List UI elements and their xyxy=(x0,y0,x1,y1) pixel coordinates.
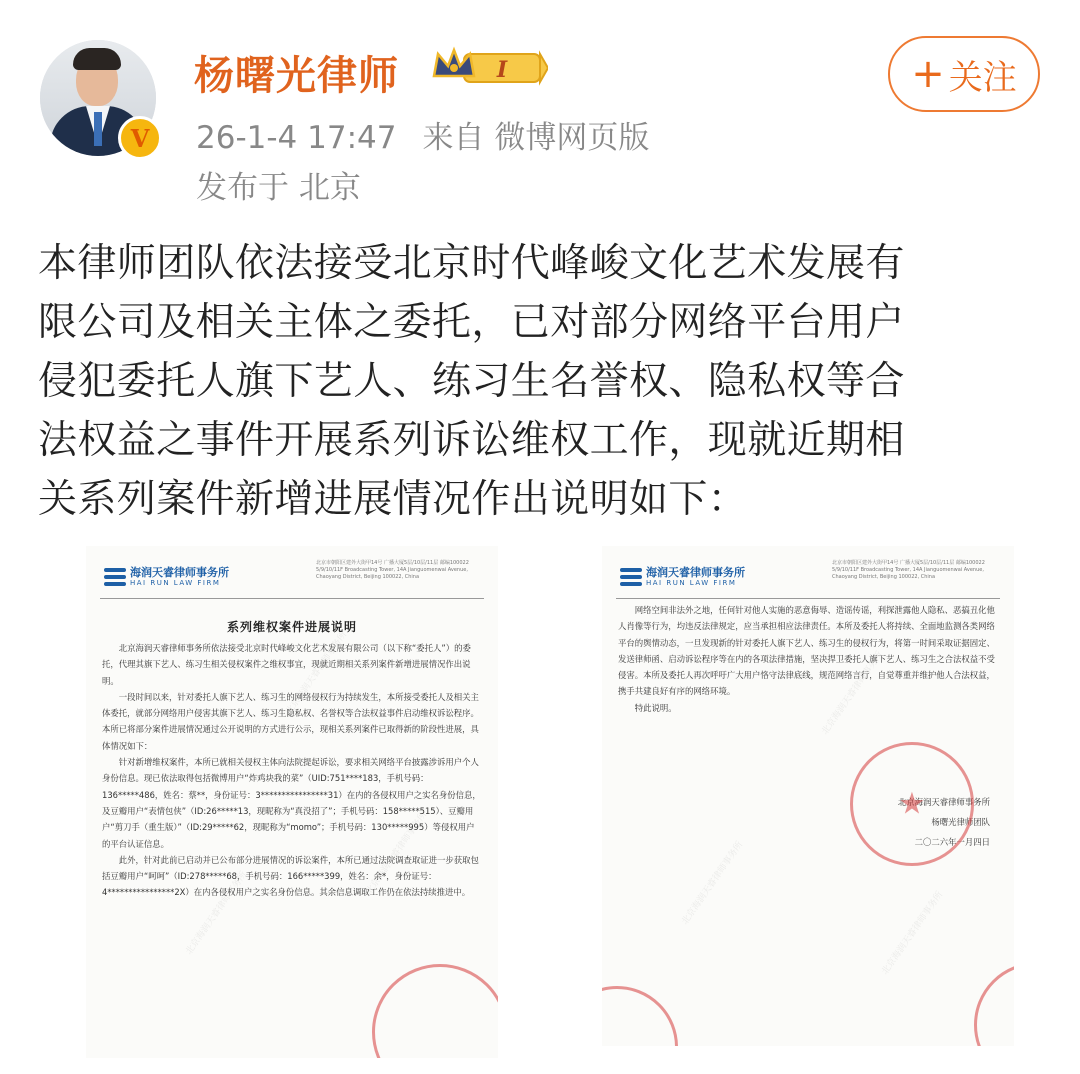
plus-icon: + xyxy=(911,51,945,97)
divider xyxy=(616,598,1000,599)
post-source: 来自 微博网页版 xyxy=(422,120,650,156)
firm-address: 北京市朝阳区建外大街甲14号 广播大厦5层/10层/11层 邮编100022 5/9/10/11F Broadcasting Tower, 14A Jianguomenwai Avenue, Chaoyang District, Beijing 100022, China xyxy=(832,560,985,580)
firm-address: 北京市朝阳区建外大街甲14号 广播大厦5层/10层/11层 邮编100022 5/9/10/11F Broadcasting Tower, 14A Jianguomenwai Avenue, Chaoyang District, Beijing 100022, China xyxy=(316,560,469,580)
firm-logo xyxy=(104,566,229,588)
document-paragraph: 一段时间以来，针对委托人旗下艺人、练习生的网络侵权行为持续发生，本所接受委托人及相关主体委托，就部分网络用户侵害其旗下艺人、练习生隐私权、名誉权等合法权益事件启动维权诉讼程序。本所已将部分案件进展情况通过公开说明的方式进行公示，现相关系列案件已取得新的阶段性进展，具体情况如下： xyxy=(102,691,479,751)
firm-logo-icon xyxy=(104,566,126,588)
document-paragraph: 此外，针对此前已启动并已公布部分进展情况的诉讼案件，本所已通过法院调查取证进一步获取包括豆瓣用户“呵呵”（ID:278*****68，手机号码：166*****399，姓名：余*，身份证号：4****************2X）在内各侵权用户之实名身份信息。其余信息调取工作仍在依法持续推进中。 xyxy=(102,854,479,898)
post-line: 侵犯委托人旗下艺人、练习生名誉权、隐私权等合 xyxy=(38,359,905,404)
post-timestamp[interactable]: 26-1-4 17:47 xyxy=(196,120,397,156)
document-body xyxy=(102,640,482,901)
post-line: 本律师团队依法接受北京时代峰峻文化艺术发展有 xyxy=(38,241,905,286)
seal-stamp xyxy=(850,742,974,866)
document-title: 系列维权案件进展说明 xyxy=(226,620,357,634)
post-line: 关系列案件新增进展情况作出说明如下： xyxy=(38,477,748,522)
post-meta xyxy=(196,112,675,157)
divider xyxy=(100,598,484,599)
document-paragraph: 北京海润天睿律师事务所依法接受北京时代峰峻文化艺术发展有限公司（以下称“委托人”）的委托，代理其旗下艺人、练习生相关侵权案件之维权事宜，现就近期相关系列案件新增进展情况作出说明。 xyxy=(102,643,471,686)
attached-image-2[interactable]: 北京海润天睿律师事务所 北京海润天睿律师事务所 北京海润天睿律师事务所 海润天睿律师事务所 HAI RUN LAW FIRM 北京市朝阳区建外大街甲14号 广播大厦5层/10层/11层 邮编100022 5/9/10/11F Broadcasting Tower, 14A Jianguomenwai Avenue, Chaoyang District, Beijing 100022, China 网络空间非法外之地，任何针对他人实施的恶意侮辱、造谣传谣，利探泄露他人隐私、恶搞丑化他人肖像等行为，均违反法律规定，应当承担相应法律责任。本所及委托人将持续、全面地监测各类网络平台的舆情动态，一旦发现新的针对委托人旗下艺人、练习生的侵权行为，将第一时间采取证据固定、发送律师函、启动诉讼程序等在内的各项法律措施，坚决捍卫委托人旗下艺人、练习生之合法权益不受侵害。本所及委托人再次呼吁广大用户恪守法律底线，规范网络言行，自觉尊重并维护他人合法权益，携手共建良好有序的网络环境。 特此说明。 北京海润天睿律师事务所 杨曙光律师团队 二〇二六年一月四日 ★ xyxy=(602,546,1014,1046)
seal-stamp xyxy=(974,962,1014,1046)
firm-name-en: HAI RUN LAW FIRM xyxy=(130,578,221,587)
username[interactable]: 杨曙光律师 xyxy=(194,53,399,99)
crown-level-badge-icon[interactable] xyxy=(430,46,548,90)
post-line: 法权益之事件开展系列诉讼维权工作，现就近期相 xyxy=(38,418,905,463)
level-text: I xyxy=(496,57,508,83)
seal-stamp xyxy=(602,986,678,1046)
seal-star-icon: ★ xyxy=(898,786,926,822)
follow-label: 关注 xyxy=(948,57,1017,98)
firm-logo xyxy=(620,566,745,588)
firm-logo-icon xyxy=(620,566,642,588)
document-body xyxy=(618,602,998,716)
verified-badge-icon: V xyxy=(118,116,162,160)
firm-name: 海润天睿律师事务所 xyxy=(130,565,229,579)
document-paragraph: 针对新增维权案件，本所已就相关侵权主体向法院提起诉讼，要求相关网络平台披露涉诉用户个人身份信息。现已依法取得包括微博用户“炸鸡块我的菜”（UID:751****183，手机号码：136*****486，姓名：蔡**，身份证号：3****************31）在内的各侵权用户之实名身份信息，及豆瓣用户“表情包侠”（ID:26*****13，现昵称为“真没招了”；手机号码：158*****515）、豆瓣用户“剪刀手（重生版）”（ID:29*****62，现昵称为“momo”；手机号码：130*****995）等侵权用户的平台认证信息。 xyxy=(102,757,481,849)
post-line: 限公司及相关主体之委托，已对部分网络平台用户 xyxy=(38,300,905,345)
firm-name: 海润天睿律师事务所 xyxy=(646,565,745,579)
follow-button[interactable] xyxy=(888,36,1040,112)
firm-name-en: HAI RUN LAW FIRM xyxy=(646,578,737,587)
signature-team: 杨曙光律师团队 xyxy=(931,817,990,827)
document-paragraph: 特此说明。 xyxy=(634,702,677,713)
post-location: 发布于 北京 xyxy=(196,170,361,206)
signature-firm: 北京海润天睿律师事务所 xyxy=(897,797,990,807)
post-body xyxy=(38,234,1048,529)
signature-date: 二〇二六年一月四日 xyxy=(914,837,990,847)
document-paragraph: 网络空间非法外之地，任何针对他人实施的恶意侮辱、造谣传谣，利探泄露他人隐私、恶搞丑化他人肖像等行为，均违反法律规定，应当承担相应法律责任。本所及委托人将持续、全面地监测各类网络平台的舆情动态，一旦发现新的针对委托人旗下艺人、练习生的侵权行为，将第一时间采取证据固定、发送律师函、启动诉讼程序等在内的各项法律措施，坚决捍卫委托人旗下艺人、练习生之合法权益不受侵害。本所及委托人再次呼吁广大用户恪守法律底线，规范网络言行，自觉尊重并维护他人合法权益，携手共建良好有序的网络环境。 xyxy=(618,605,995,697)
attached-image-1[interactable]: 北京海润天睿律师事务所 北京海润天睿律师事务所 北京海润天睿律师事务所 海润天睿律师事务所 HAI RUN LAW FIRM 北京市朝阳区建外大街甲14号 广播大厦5层/10层/11层 邮编100022 5/9/10/11F Broadcasting Tower, 14A Jianguomenwai Avenue, Chaoyang District, Beijing 100022, China 系列维权案件进展说明 北京海润天睿律师事务所依法接受北京时代峰峻文化艺术发展有限公司（以下称“委托人”）的委托，代理其旗下艺人、练习生相关侵权案件之维权事宜，现就近期相关系列案件新增进展情况作出说明。 一段时间以来，针对委托人旗下艺人、练习生的网络侵权行为持续发生，本所接受委托人及相关主体委托，就部分网络用户侵害其旗下艺人、练习生隐私权、名誉权等合法权益事件启动维权诉讼程序。本所已将部分案件进展情况通过公开说明的方式进行公示，现相关系列案件已取得新的阶段性进展，具体情况如下： 针对新增维权案件，本所已就相关侵权主体向法院提起诉讼，要求相关网络平台披露涉诉用户个人身份信息。现已依法取得包括微博用户“炸鸡块我的菜”（UID:751****183，手机号码：136*****486，姓名：蔡**，身份证号：3****************31）在内的各侵权用户之实名身份信息，及豆瓣用户“表情包侠”（ID:26*****13，现昵称为“真没招了”；手机号码：158*****515）、豆瓣用户“剪刀手（重生版）”（ID:29*****62，现昵称为“momo”；手机号码：130*****995）等侵权用户的平台认证信息。 此外，针对此前已启动并已公布部分进展情况的诉讼案件，本所已通过法院调查取证进一步获取包括豆瓣用户“呵呵”（ID:278*****68，手机号码：166*****399，姓名：余*，身份证号：4****************2X）在内各侵权用户之实名身份信息。其余信息调取工作仍在依法持续推进中。 xyxy=(86,546,498,1058)
seal-stamp xyxy=(372,964,498,1058)
